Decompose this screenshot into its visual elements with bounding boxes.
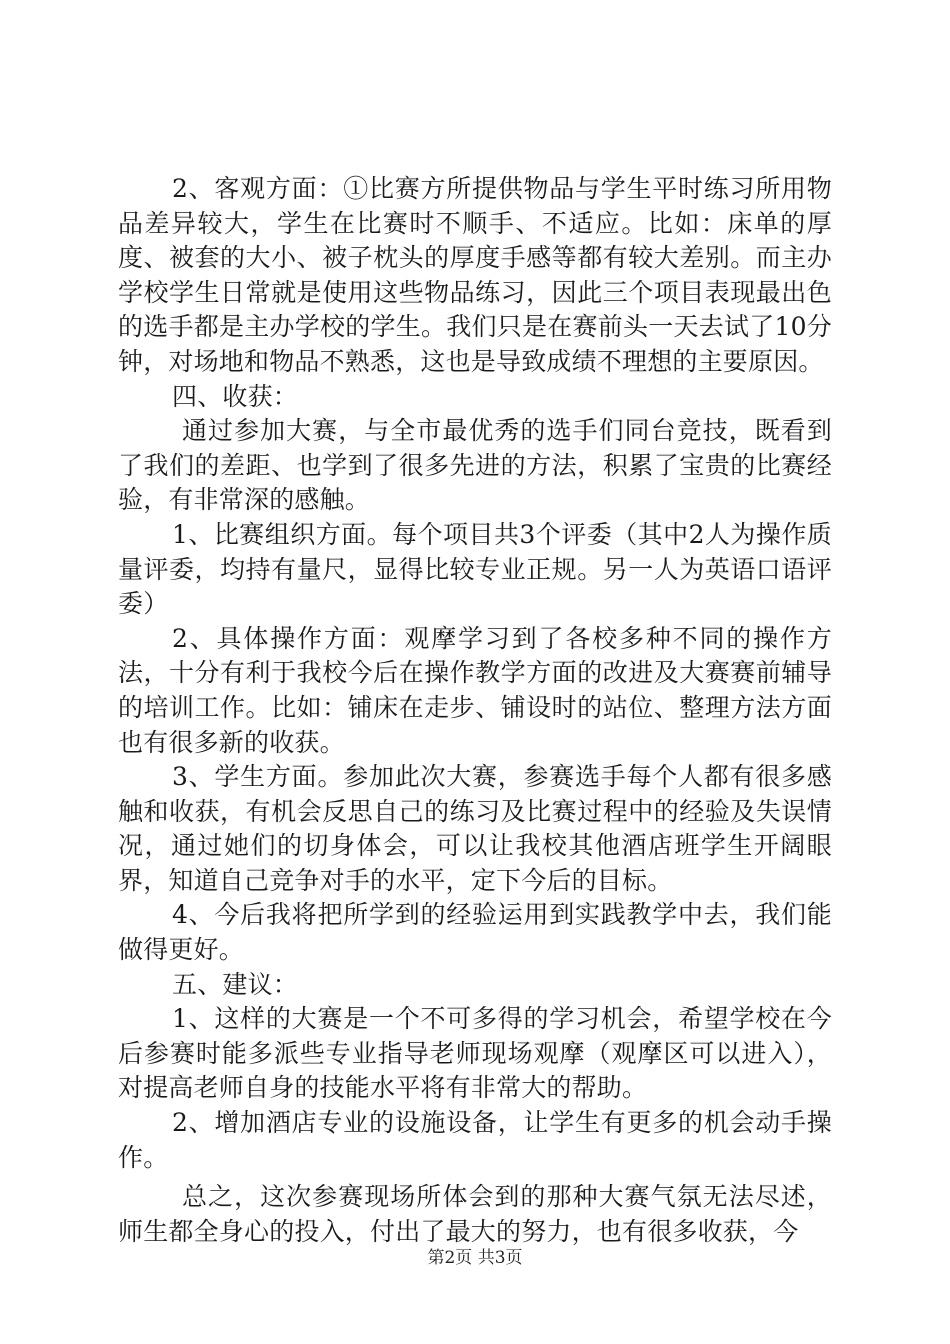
- paragraph-suggestion-one: 1、这样的大赛是一个不可多得的学习机会，希望学校在今后参赛时能多派些专业指导老师现场观摩（观摩区可以进入），对提高老师自身的技能水平将有非常大的帮助。: [118, 1004, 832, 1103]
- paragraph-student-aspect: 3、学生方面。参加此次大赛，参赛选手每个人都有很多感触和收获，有机会反思自己的练习及比赛过程中的经验及失误情况，通过她们的切身体会，可以让我校其他酒店班学生开阔眼界，知道自己竞争对手的水平，定下今后的目标。: [118, 762, 832, 895]
- paragraph-competition-organization: 1、比赛组织方面。每个项目共3个评委（其中2人为操作质量评委，均持有量尺，显得比较专业正规。另一人为英语口语评委）: [118, 519, 832, 619]
- page-number-footer: 第2页 共3页: [427, 1248, 523, 1268]
- paragraph-suggestion-two: 2、增加酒店专业的设施设备，让学生有更多的机会动手操作。: [118, 1108, 832, 1172]
- paragraph-operation-aspect: 2、具体操作方面：观摩学习到了各校多种不同的操作方法，十分有利于我校今后在操作教学方面的改进及大赛赛前辅导的培训工作。比如：铺床在走步、铺设时的站位、整理方法方面也有很多新的收获。: [118, 623, 832, 757]
- heading-suggestions: 五、建议：: [172, 969, 299, 999]
- paragraph-harvest-intro: 通过参加大赛，与全市最优秀的选手们同台竞技，既看到了我们的差距、也学到了很多先进的方法，积累了宝贵的比赛经验，有非常深的感触。: [118, 416, 832, 515]
- document-body: [118, 172, 832, 1249]
- paragraph-future-teaching: 4、今后我将把所学到的经验运用到实践教学中去，我们能做得更好。: [118, 900, 832, 965]
- paragraph-conclusion: 总之，这次参赛现场所体会到的那种大赛气氛无法尽述，师生都全身心的投入，付出了最大的努力，也有很多收获，今: [118, 1182, 832, 1246]
- paragraph-objective-aspect: 2、客观方面：①比赛方所提供物品与学生平时练习所用物品差异较大，学生在比赛时不顺手、不适应。比如：床单的厚度、被套的大小、被子枕头的厚度手感等都有较大差别。而主办学校学生日常就是使用这些物品练习，因此三个项目表现最出色的选手都是主办学校的学生。我们只是在赛前头一天去试了10分钟，对场地和物品不熟悉，这也是导致成绩不理想的主要原因。: [118, 174, 832, 376]
- heading-harvest: 四、收获：: [172, 381, 299, 411]
